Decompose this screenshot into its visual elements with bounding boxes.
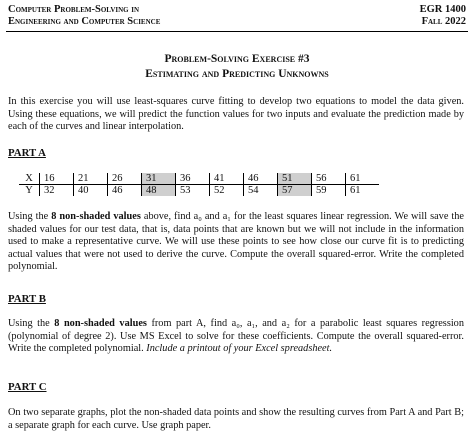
- exercise-subtitle: Estimating and Predicting Unknowns: [145, 68, 329, 80]
- x-value-cell: 21: [74, 173, 108, 185]
- part-b-paragraph: [8, 318, 464, 356]
- y-value-cell: 46: [108, 185, 142, 197]
- part-b-bold: 8 non-shaded values: [54, 318, 147, 329]
- part-b-heading: PART B: [8, 293, 46, 305]
- data-table: [19, 173, 379, 196]
- x-value-cell: 61: [346, 173, 380, 185]
- course-code: EGR 1400: [419, 4, 466, 15]
- part-a-bold: 8 non-shaded values: [51, 211, 141, 222]
- x-value-cell: 26: [108, 173, 142, 185]
- y-row: [19, 185, 379, 197]
- y-value-cell: 54: [244, 185, 278, 197]
- y-value-cell: 61: [346, 185, 380, 197]
- x-value-cell: 31: [142, 173, 176, 185]
- course-name: [8, 4, 160, 28]
- part-a-paragraph: [8, 211, 464, 274]
- course-info: [420, 4, 466, 28]
- y-value-cell: 48: [142, 185, 176, 197]
- y-value-cell: 53: [176, 185, 210, 197]
- part-c-paragraph: On two separate graphs, plot the non-shaded data points and show the resulting curves from Part A and Part B; a separate graph for each curve. Use graph paper.: [8, 407, 464, 431]
- y-value-cell: 59: [312, 185, 346, 197]
- x-label: X: [25, 173, 33, 184]
- x-value-cell: 41: [210, 173, 244, 185]
- y-value-cell: 40: [74, 185, 108, 197]
- intro-paragraph: In this exercise you will use least-squares curve fitting to develop two equations to model the data given. Using these equations, we will predict the function values for two inputs and evaluate the prediction made by each of the curves and linear interpolation.: [8, 96, 464, 132]
- header-divider: [6, 31, 468, 32]
- x-value-cell: 36: [176, 173, 210, 185]
- x-value-cell: 46: [244, 173, 278, 185]
- part-b-text-2: from part A, find a₀, a₁, and a₂ for a parabolic least squares regression (polynomial of degree 2). Use MS Excel to solve for these coefficients. Compute the overall squared-error. Write the completed polynomial.: [8, 318, 464, 354]
- part-a-text-1: Using the: [8, 211, 52, 222]
- y-value-cell: 52: [210, 185, 244, 197]
- x-row: [19, 173, 379, 185]
- x-value-cell: 16: [40, 173, 74, 185]
- part-b-italic: Include a printout of your Excel spreadsheet.: [146, 343, 333, 354]
- y-value-cell: 57: [278, 185, 312, 197]
- part-c-heading: PART C: [8, 381, 47, 393]
- x-value-cell: 51: [278, 173, 312, 185]
- course-name-line2: Engineering and Computer Science: [8, 16, 161, 27]
- part-a-heading: PART A: [8, 147, 46, 159]
- exercise-title: Problem-Solving Exercise #3: [164, 53, 310, 65]
- part-b-text-1: Using the: [8, 318, 55, 329]
- part-a-text-2: above, find a₀ and a₁ for the least squares linear regression. We will save the shaded values for our test data, that is, data points that are known but we will not include in the information used to make a representative curve. We will use these points to see how close our curve fit is to predicting actual values that were not used to derive the curve. Compute the overall squared-error. Write the completed polynomial.: [8, 211, 464, 272]
- x-value-cell: 56: [312, 173, 346, 185]
- y-label: Y: [19, 185, 40, 197]
- y-value-cell: 32: [40, 185, 74, 197]
- course-term: Fall 2022: [421, 16, 466, 27]
- course-name-line1: Computer Problem-Solving in: [8, 4, 140, 15]
